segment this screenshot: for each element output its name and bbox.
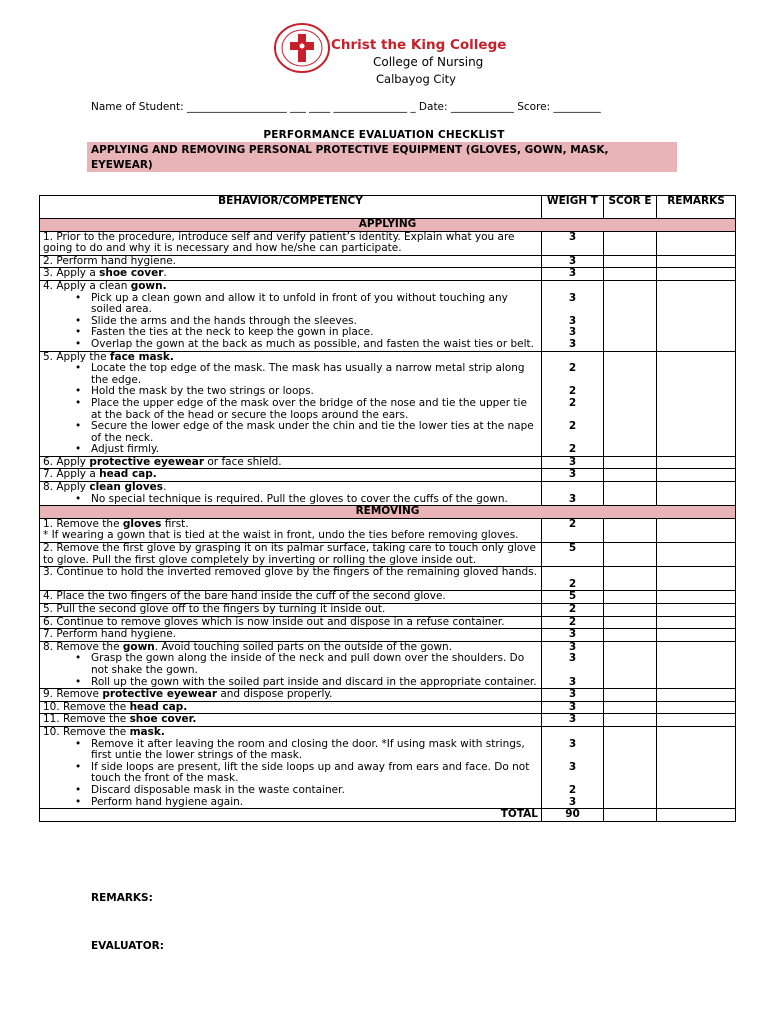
table-row [40, 543, 736, 567]
remarks-cell[interactable] [657, 482, 736, 506]
competency-substep: • Roll up the gown with the soiled part inside and discard in the appropriate container. [43, 677, 538, 689]
table-row [40, 255, 736, 268]
college-name: Christ the King College [331, 37, 507, 53]
weight-value: 3 [568, 700, 577, 713]
section-header-row [40, 506, 736, 519]
competency-substep: • Hold the mask by the two strings or loops. [43, 386, 538, 398]
column-header: SCOR E [604, 196, 657, 219]
weight-value: 2 [568, 603, 577, 615]
competency-cell [40, 518, 542, 542]
weight-value: 2 [568, 396, 577, 409]
competency-cell [40, 351, 542, 456]
score-cell[interactable] [604, 689, 657, 702]
weight-cell [542, 616, 604, 629]
competency-substep: • Perform hand hygiene again. [43, 797, 538, 809]
score-cell[interactable] [604, 543, 657, 567]
competency-cell [40, 268, 542, 281]
weight-value: 3 [568, 455, 577, 468]
table-row [40, 591, 736, 604]
student-info-line: Name of Student: ___________________ ___ ____ ______________ _ Date: ____________ Score: _________ [91, 101, 601, 113]
score-cell[interactable] [604, 469, 657, 482]
competency-cell [40, 701, 542, 714]
weight-cell [542, 629, 604, 642]
score-cell[interactable] [604, 714, 657, 727]
weight-value [545, 482, 600, 494]
table-row [40, 689, 736, 702]
remarks-cell[interactable] [657, 255, 736, 268]
table-row [40, 469, 736, 482]
competency-cell [40, 280, 542, 351]
competency-cell [40, 641, 542, 688]
department-name: College of Nursing [373, 55, 484, 69]
competency-text: 1. Remove the gloves first. [43, 517, 189, 530]
total-weight: 90 [542, 809, 604, 822]
competency-text: 6. Apply protective eyewear or face shield. [43, 455, 282, 468]
remarks-label: REMARKS: [91, 892, 153, 904]
competency-cell [40, 469, 542, 482]
competency-text: 10. Remove the head cap. [43, 700, 188, 713]
weight-value: 3 [568, 628, 577, 641]
column-header: REMARKS [657, 196, 736, 219]
weight-value: 2 [568, 362, 577, 375]
total-score-cell[interactable] [604, 809, 657, 822]
weight-value: 3 [568, 640, 577, 653]
evaluator-label: EVALUATOR: [91, 940, 164, 952]
table-row [40, 616, 736, 629]
checklist-table [39, 195, 736, 822]
weight-value: 2 [568, 615, 577, 628]
competency-substep: • Slide the arms and the hands through the sleeves. [43, 316, 538, 328]
competency-substep: • Secure the lower edge of the mask under the chin and tie the lower ties at the nape of the neck. [43, 421, 538, 444]
score-cell[interactable] [604, 456, 657, 469]
weight-value: 3 [568, 713, 577, 726]
weight-value: 5 [568, 542, 577, 555]
table-row [40, 604, 736, 617]
competency-text: 7. Apply a head cap. [43, 468, 157, 481]
competency-text: 5. Pull the second glove off to the fingers by turning it inside out. [43, 603, 386, 615]
remarks-cell[interactable] [657, 616, 736, 629]
competency-text: 3. Apply a shoe cover. [43, 267, 167, 280]
total-remarks-cell[interactable] [657, 809, 736, 822]
column-header: BEHAVIOR/COMPETENCY [40, 196, 542, 219]
weight-value: 3 [568, 326, 577, 339]
score-cell[interactable] [604, 231, 657, 255]
table-row [40, 351, 736, 456]
weight-cell [542, 482, 604, 506]
competency-text: 10. Remove the mask. [43, 725, 165, 738]
competency-substep: • Pick up a clean gown and allow it to unfold in front of you without touching any soiled area. [43, 293, 538, 316]
weight-value: 3 [568, 492, 577, 505]
score-cell[interactable] [604, 518, 657, 542]
score-cell[interactable] [604, 280, 657, 351]
weight-cell [542, 591, 604, 604]
weight-value: 5 [568, 590, 577, 603]
score-cell[interactable] [604, 591, 657, 604]
table-header-row [40, 196, 736, 219]
table-row [40, 518, 736, 542]
remarks-cell[interactable] [657, 701, 736, 714]
competency-cell [40, 231, 542, 255]
score-cell[interactable] [604, 351, 657, 456]
remarks-cell[interactable] [657, 280, 736, 351]
score-cell[interactable] [604, 482, 657, 506]
competency-text: * If wearing a gown that is tied at the waist in front, undo the ties before removing gloves. [43, 529, 519, 542]
weight-cell [542, 701, 604, 714]
weight-value: 3 [568, 795, 577, 808]
college-seal-logo [273, 22, 331, 74]
table-row [40, 701, 736, 714]
weight-cell [542, 567, 604, 591]
weight-cell [542, 689, 604, 702]
competency-cell [40, 629, 542, 642]
weight-value: 3 [568, 254, 577, 267]
remarks-cell[interactable] [657, 567, 736, 591]
competency-substep: • Adjust firmly. [43, 444, 538, 456]
competency-substep: • Grasp the gown along the inside of the neck and pull down over the shoulders. Do not shake the gown. [43, 653, 538, 676]
score-cell[interactable] [604, 268, 657, 281]
weight-cell [542, 469, 604, 482]
weight-value [545, 304, 600, 316]
weight-value [545, 281, 600, 293]
weight-cell [542, 714, 604, 727]
table-row [40, 482, 736, 506]
competency-cell [40, 689, 542, 702]
competency-cell [40, 255, 542, 268]
weight-value: 2 [568, 385, 577, 398]
section-header-row [40, 219, 736, 232]
weight-cell [542, 726, 604, 808]
score-cell[interactable] [604, 616, 657, 629]
competency-substep: • Overlap the gown at the back as much as possible, and fasten the waist ties or belt. [43, 339, 538, 351]
total-row [40, 809, 736, 822]
table-row [40, 714, 736, 727]
remarks-cell[interactable] [657, 469, 736, 482]
weight-value: 3 [568, 267, 577, 280]
table-row [40, 231, 736, 255]
competency-text: 8. Apply clean gloves. [43, 481, 167, 494]
competency-cell [40, 591, 542, 604]
competency-text: 4. Apply a clean gown. [43, 279, 167, 292]
competency-text: 1. Prior to the procedure, introduce self and verify patient’s identity. Explain what you are going to do and why it is necessary and how he/she can participate. [43, 230, 515, 255]
competency-substep: • No special technique is required. Pull the gloves to cover the cuffs of the gown. [43, 494, 538, 506]
table-row [40, 456, 736, 469]
weight-value: 3 [568, 688, 577, 701]
score-cell[interactable] [604, 255, 657, 268]
weight-value: 2 [568, 783, 577, 796]
remarks-cell[interactable] [657, 641, 736, 688]
city-name: Calbayog City [376, 72, 456, 86]
weight-value [545, 665, 600, 677]
weight-value: 3 [568, 468, 577, 481]
column-header: WEIGH T [542, 196, 604, 219]
weight-value [545, 750, 600, 762]
remarks-cell[interactable] [657, 456, 736, 469]
competency-text: 4. Place the two fingers of the bare hand inside the cuff of the second glove. [43, 590, 446, 603]
remarks-cell[interactable] [657, 231, 736, 255]
table-row [40, 641, 736, 688]
score-cell[interactable] [604, 726, 657, 808]
checklist-title: PERFORMANCE EVALUATION CHECKLIST [263, 129, 505, 141]
weight-value: 3 [568, 314, 577, 327]
remarks-cell[interactable] [657, 629, 736, 642]
competency-substep: • Discard disposable mask in the waste container. [43, 785, 538, 797]
score-cell[interactable] [604, 567, 657, 591]
competency-cell [40, 567, 542, 591]
remarks-cell[interactable] [657, 689, 736, 702]
weight-cell [542, 255, 604, 268]
score-cell[interactable] [604, 629, 657, 642]
section-title: APPLYING [40, 219, 736, 232]
score-cell[interactable] [604, 701, 657, 714]
competency-cell [40, 726, 542, 808]
weight-value: 3 [568, 652, 577, 665]
weight-cell [542, 268, 604, 281]
weight-value: 3 [568, 737, 577, 750]
weight-value: 3 [568, 230, 577, 243]
competency-text: 7. Perform hand hygiene. [43, 628, 177, 641]
remarks-cell[interactable] [657, 604, 736, 617]
table-row [40, 567, 736, 591]
competency-cell [40, 714, 542, 727]
competency-substep: • Locate the top edge of the mask. The mask has usually a narrow metal strip along the edge. [43, 363, 538, 386]
checklist-subtitle: APPLYING AND REMOVING PERSONAL PROTECTIVE EQUIPMENT (GLOVES, GOWN, MASK, EYEWEAR) [91, 144, 609, 171]
table-row [40, 268, 736, 281]
weight-cell [542, 231, 604, 255]
weight-value: 3 [568, 675, 577, 688]
section-title: REMOVING [40, 506, 736, 519]
competency-cell [40, 616, 542, 629]
competency-substep: • Fasten the ties at the neck to keep the gown in place. [43, 327, 538, 339]
weight-value: 3 [568, 760, 577, 773]
weight-cell [542, 280, 604, 351]
weight-value: 2 [568, 517, 577, 530]
table-row [40, 629, 736, 642]
total-label: TOTAL [40, 809, 542, 822]
table-row [40, 280, 736, 351]
competency-text: 3. Continue to hold the inverted removed glove by the fingers of the remaining gloved hands. [43, 566, 537, 579]
competency-text: 11. Remove the shoe cover. [43, 713, 197, 726]
score-cell[interactable] [604, 641, 657, 688]
weight-cell [542, 641, 604, 688]
remarks-cell[interactable] [657, 543, 736, 567]
competency-substep: • If side loops are present, lift the side loops up and away from ears and face. Do not touch the front of the mask. [43, 762, 538, 785]
competency-cell [40, 482, 542, 506]
table-row [40, 726, 736, 808]
remarks-cell[interactable] [657, 714, 736, 727]
weight-value: 2 [568, 577, 577, 590]
weight-cell [542, 351, 604, 456]
competency-text: 6. Continue to remove gloves which is now inside out and dispose in a refuse container. [43, 615, 505, 628]
weight-cell [542, 518, 604, 542]
competency-text: 2. Remove the first glove by grasping it on its palmar surface, taking care to touch only glove to glove. Pull the first glove completely by inverting or rolling the glove inside out. [43, 542, 536, 566]
competency-cell [40, 456, 542, 469]
weight-value [545, 727, 600, 739]
weight-value: 3 [568, 337, 577, 350]
competency-cell [40, 543, 542, 567]
weight-value: 3 [568, 291, 577, 304]
score-cell[interactable] [604, 604, 657, 617]
weight-cell [542, 604, 604, 617]
weight-value: 2 [568, 443, 577, 456]
competency-substep: • Place the upper edge of the mask over the bridge of the nose and tie the upper tie at the back of the head or secure the loops around the ears. [43, 398, 538, 421]
remarks-cell[interactable] [657, 268, 736, 281]
competency-text: 8. Remove the gown. Avoid touching soiled parts on the outside of the gown. [43, 640, 453, 653]
remarks-cell[interactable] [657, 351, 736, 456]
remarks-cell[interactable] [657, 518, 736, 542]
weight-cell [542, 543, 604, 567]
competency-cell [40, 604, 542, 617]
competency-substep: • Remove it after leaving the room and closing the door. *If using mask with strings, first untie the lower strings of the mask. [43, 739, 538, 762]
competency-text: 2. Perform hand hygiene. [43, 254, 177, 267]
competency-text: 5. Apply the face mask. [43, 350, 174, 363]
weight-value: 2 [568, 420, 577, 433]
competency-text: 9. Remove protective eyewear and dispose properly. [43, 688, 333, 701]
weight-cell [542, 456, 604, 469]
remarks-cell[interactable] [657, 726, 736, 808]
remarks-cell[interactable] [657, 591, 736, 604]
